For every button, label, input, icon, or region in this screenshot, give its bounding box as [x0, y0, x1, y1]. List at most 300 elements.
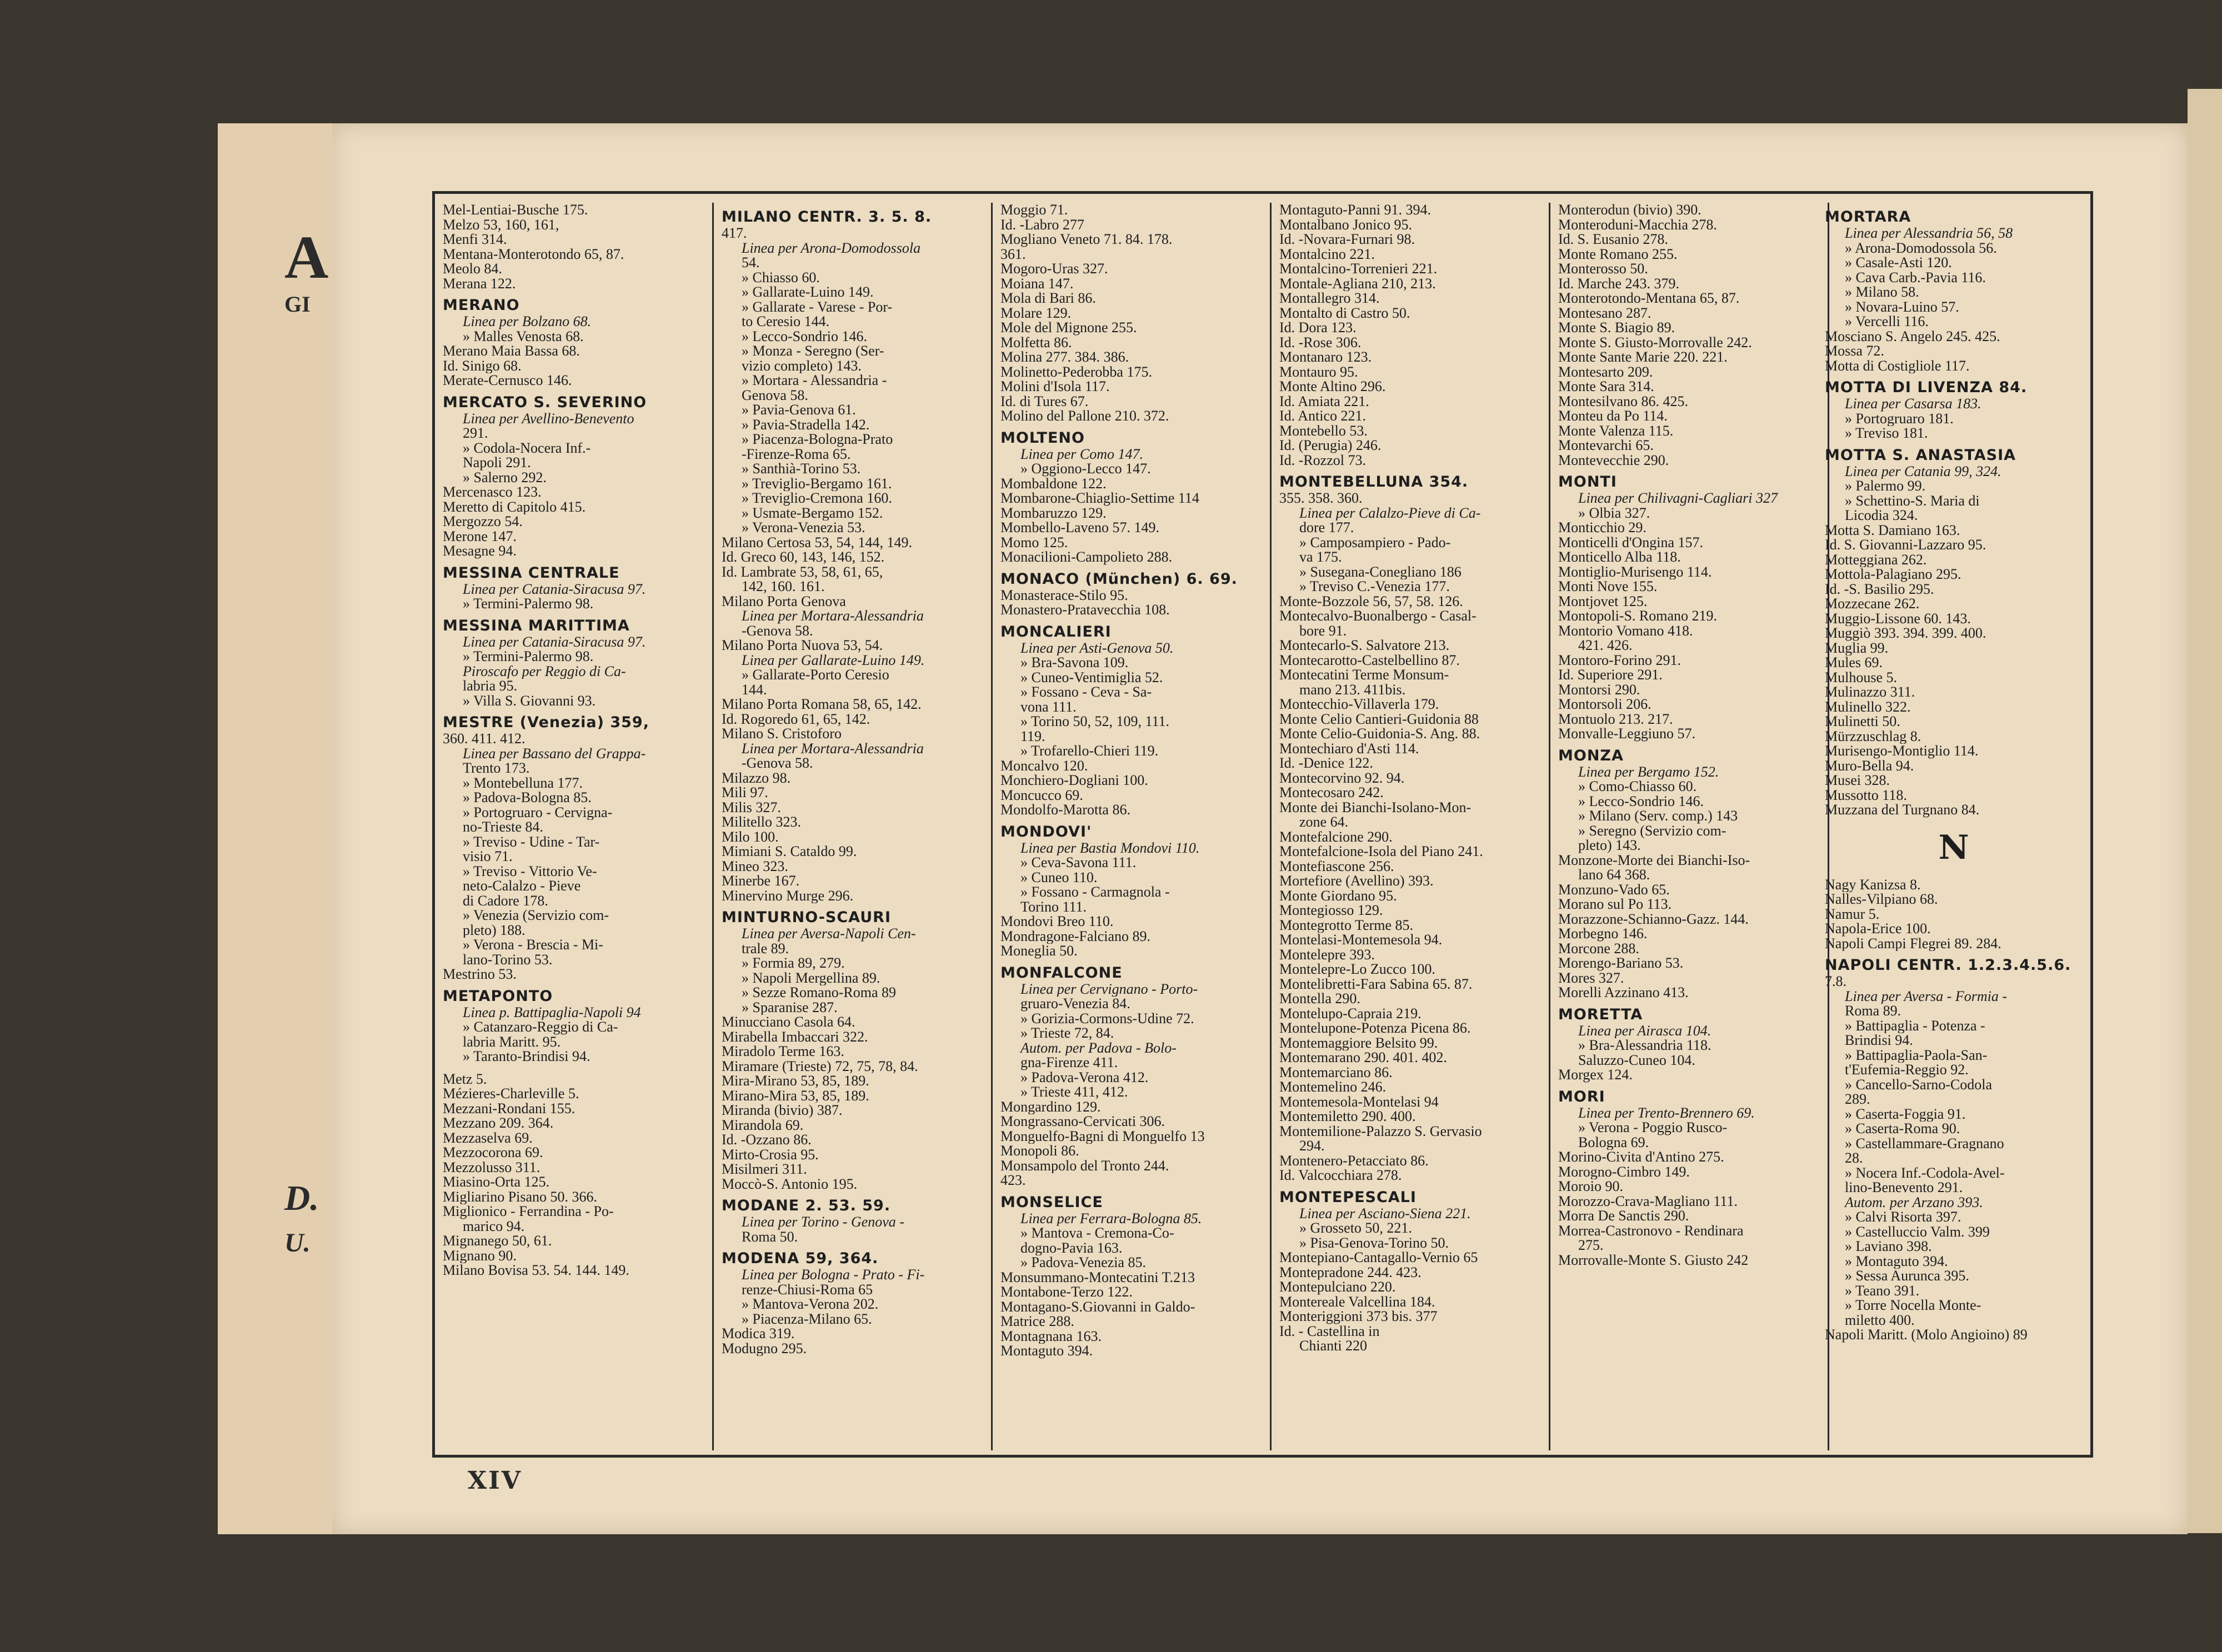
sub-entry: » Laviano 398. [1845, 1239, 1932, 1254]
index-entry: Morozzo-Crava-Magliano 111. [1558, 1194, 1738, 1209]
sub-entry: » Castelluccio Valm. 399 [1845, 1224, 1990, 1239]
index-entry: Monteroduni-Macchia 278. [1558, 217, 1717, 232]
index-entry: Montefiascone 256. [1279, 859, 1394, 874]
index-entry: Montereale Valcellina 184. [1279, 1294, 1435, 1309]
index-entry: Montesilvano 86. 425. [1558, 394, 1688, 409]
sub-entry: » Gallarate-Luino 149. [742, 285, 874, 300]
sub-entry: » Codola-Nocera Inf.- [463, 440, 591, 455]
sub-entry: Roma 89. [1845, 1004, 1901, 1019]
sub-entry: » Treviso C.-Venezia 177. [1299, 579, 1450, 594]
line-entry: Linea per Catania 99, 324. [1845, 464, 2001, 479]
sub-entry: » Piacenza-Milano 65. [742, 1311, 872, 1326]
index-entry: Montegrotto Terme 85. [1279, 918, 1414, 933]
sub-entry: » Olbia 327. [1578, 505, 1650, 520]
line-entry: Linea per Ferrara-Bologna 85. [1020, 1211, 1202, 1226]
index-entry: Mondragone-Falciano 89. [1000, 929, 1151, 944]
index-entry: Monteriggioni 373 bis. 377 [1279, 1309, 1438, 1324]
sub-entry: » Taranto-Brindisi 94. [463, 1049, 590, 1064]
index-entry: Militello 323. [722, 815, 801, 830]
index-entry: Napola-Erice 100. [1825, 922, 1931, 937]
station-heading: MINTURNO-SCAURI [722, 909, 891, 926]
index-entry: Moncalvo 120. [1000, 758, 1088, 773]
index-entry: Mongardino 129. [1000, 1099, 1101, 1114]
index-entry: Monte Celio Cantieri-Guidonia 88 [1279, 712, 1479, 727]
sub-entry: » Battipaglia-Paola-San- [1845, 1048, 1988, 1063]
sub-entry: » Gallarate - Varese - Por- [742, 299, 893, 314]
station-heading: MESSINA MARITTIMA [443, 617, 630, 634]
index-entry: Montorsoli 206. [1558, 697, 1652, 712]
index-entry: Napoli Campi Flegrei 89. 284. [1825, 936, 2001, 951]
station-heading: MONFALCONE [1000, 964, 1123, 982]
index-entry: Monzone-Morte dei Bianchi-Iso- [1558, 853, 1750, 868]
index-entry: Id. Dora 123. [1279, 321, 1357, 336]
sub-entry: » Malles Venosta 68. [463, 329, 584, 344]
index-entry: Id. -Denice 122. [1279, 756, 1373, 771]
index-entry: Milano Bovisa 53. 54. 144. 149. [443, 1263, 629, 1278]
sub-entry: » Torre Nocella Monte- [1845, 1298, 1981, 1313]
sub-entry: Saluzzo-Cuneo 104. [1578, 1053, 1695, 1068]
line-entry: Linea per Asti-Genova 50. [1020, 640, 1174, 655]
station-index-table [432, 191, 2093, 1458]
index-entry: Mola di Bari 86. [1000, 291, 1096, 306]
index-entry: 360. 411. 412. [443, 732, 526, 747]
index-entry: Murisengo-Montiglio 114. [1825, 744, 1979, 759]
index-entry: Id. S. Eusanio 278. [1558, 232, 1668, 247]
index-entry: Mel-Lentiai-Busche 175. [443, 203, 588, 218]
sub-entry: no-Trieste 84. [463, 820, 543, 835]
station-heading: MORETTA [1558, 1005, 1643, 1023]
spine-fragment: GI [284, 292, 311, 317]
sub-entry: » Villa S. Giovanni 93. [463, 693, 596, 708]
sub-entry: » Padova-Verona 412. [1020, 1070, 1149, 1085]
sub-entry: » Fossano - Ceva - Sa- [1020, 685, 1152, 700]
index-entry: Monsummano-Montecatini T.213 [1000, 1270, 1195, 1285]
line-entry: Piroscafo per Reggio di Ca- [463, 664, 626, 679]
index-entry: Monte Giordano 95. [1279, 888, 1397, 903]
index-column [1272, 203, 1550, 1450]
index-entry: Monchiero-Dogliani 100. [1000, 773, 1148, 788]
line-entry: Linea per Casarsa 183. [1845, 397, 1981, 412]
station-heading: MERCATO S. SEVERINO [443, 393, 647, 411]
index-entry: Monterosso 50. [1558, 262, 1648, 277]
index-entry: Id. -S. Basilio 295. [1825, 582, 1934, 597]
line-entry: Linea per Aversa-Napoli Cen- [742, 927, 916, 942]
sub-entry: Chianti 220 [1299, 1339, 1368, 1354]
index-entry: Montemarciano 86. [1279, 1065, 1393, 1080]
index-entry: Montecarlo-S. Salvatore 213. [1279, 638, 1450, 653]
line-entry: Linea per Como 147. [1020, 447, 1143, 462]
sub-entry: to Ceresio 144. [742, 314, 830, 329]
spine-fragment: U. [284, 1228, 311, 1258]
sub-entry: » Milano 58. [1845, 285, 1919, 300]
sub-entry: 142, 160. 161. [742, 579, 825, 594]
spine-fragment: A [284, 223, 329, 291]
index-entry: Monasterace-Stilo 95. [1000, 588, 1128, 603]
index-entry: Monte Romano 255. [1558, 247, 1678, 262]
index-entry: Mosciano S. Angelo 245. 425. [1825, 329, 2000, 344]
index-entry: Mombaruzzo 129. [1000, 505, 1107, 520]
index-entry: Monte Sara 314. [1558, 379, 1654, 394]
sub-entry: » Seregno (Servizio com- [1578, 823, 1726, 838]
index-entry: Mestrino 53. [443, 967, 517, 982]
sub-entry: » Lecco-Sondrio 146. [742, 329, 868, 344]
station-heading: MORI [1558, 1088, 1605, 1105]
sub-entry: mano 213. 411bis. [1299, 682, 1406, 697]
sub-entry: » Trieste 411, 412. [1020, 1085, 1128, 1100]
sub-entry: » Castellammare-Gragnano [1845, 1136, 2004, 1151]
index-column [714, 203, 993, 1450]
sub-entry: neto-Calalzo - Pieve [463, 879, 581, 894]
sub-entry: » Treviso - Udine - Tar- [463, 834, 600, 849]
index-entry: Moncucco 69. [1000, 788, 1083, 803]
sub-entry: -Genova 58. [742, 623, 813, 638]
index-entry: Mondovi Breo 110. [1000, 914, 1114, 929]
sub-entry: » Mantova - Cremona-Co- [1020, 1226, 1174, 1241]
sub-entry: » Sessa Aurunca 395. [1845, 1269, 1969, 1284]
sub-entry: » Cuneo-Ventimiglia 52. [1020, 670, 1163, 685]
index-entry: Montenero-Petacciato 86. [1279, 1153, 1429, 1168]
index-entry: Mirandola 69. [722, 1118, 804, 1133]
index-entry: Muro-Bella 94. [1825, 758, 1914, 773]
index-entry: Molfetta 86. [1000, 335, 1072, 350]
sub-entry: 289. [1845, 1092, 1870, 1107]
sub-entry: » Cuneo 110. [1020, 870, 1098, 885]
index-entry: Mimiani S. Cataldo 99. [722, 844, 857, 859]
sub-entry: » Arona-Domodossola 56. [1845, 241, 1997, 256]
index-entry: Minervino Murge 296. [722, 888, 854, 903]
index-entry: Mulhouse 5. [1825, 670, 1897, 685]
sub-entry: » Milano (Serv. comp.) 143 [1578, 809, 1738, 824]
line-entry: Linea per Cervignano - Porto- [1020, 982, 1198, 997]
index-entry: Montecchio-Villaverla 179. [1279, 697, 1439, 712]
index-entry: Morino-Civita d'Antino 275. [1558, 1150, 1724, 1165]
sub-entry: zone 64. [1299, 815, 1349, 830]
station-heading: MESSINA CENTRALE [443, 564, 620, 582]
index-entry: Meretto di Capitolo 415. [443, 499, 586, 514]
index-entry: Mezzocorona 69. [443, 1145, 543, 1160]
index-entry: Molino del Pallone 210. 372. [1000, 409, 1169, 424]
sub-entry: visio 71. [463, 849, 513, 864]
index-entry: Nalles-Vilpiano 68. [1825, 892, 1938, 907]
index-entry: Montjovet 125. [1558, 594, 1648, 609]
line-entry: Linea per Torino - Genova - [742, 1215, 904, 1230]
index-entry: Miradolo Terme 163. [722, 1044, 844, 1059]
index-entry: Id. Lambrate 53, 58, 61, 65, [722, 564, 883, 579]
sub-entry: » Caserta-Roma 90. [1845, 1122, 1960, 1137]
index-entry: Mezzaselva 69. [443, 1130, 533, 1145]
sub-entry: » Treviso - Vittorio Ve- [463, 864, 597, 879]
index-entry: Montagano-S.Giovanni in Galdo- [1000, 1299, 1195, 1314]
index-entry: Montecatini Terme Monsum- [1279, 668, 1449, 683]
index-entry: Monte Celio-Guidonia-S. Ang. 88. [1279, 727, 1480, 742]
station-heading: NAPOLI CENTR. 1.2.3.4.5.6. [1825, 957, 2071, 974]
sub-entry: » Monza - Seregno (Ser- [742, 344, 884, 359]
index-entry: Montanaro 123. [1279, 350, 1372, 365]
index-entry: Motteggiana 262. [1825, 552, 1927, 567]
index-entry: Namur 5. [1825, 907, 1880, 922]
index-entry: Mezzani-Rondani 155. [443, 1101, 575, 1116]
sub-entry: » Trieste 72, 84. [1020, 1026, 1114, 1041]
index-entry: Molare 129. [1000, 306, 1072, 321]
sub-entry: 421. 426. [1578, 638, 1633, 653]
sub-entry: » Lecco-Sondrio 146. [1578, 794, 1704, 809]
station-heading: MERANO [443, 297, 520, 314]
index-entry: Mortefiore (Avellino) 393. [1279, 874, 1434, 889]
sub-entry: 28. [1845, 1151, 1863, 1166]
index-entry: Nagy Kanizsa 8. [1825, 877, 1921, 892]
index-entry: Merone 147. [443, 529, 517, 544]
sub-entry: Torino 111. [1020, 899, 1087, 914]
index-entry: Monte Valenza 115. [1558, 423, 1674, 438]
index-entry: Montallegro 314. [1279, 291, 1380, 306]
station-heading: MONTI [1558, 473, 1617, 490]
index-entry: Montelibretti-Fara Sabina 65. 87. [1279, 977, 1473, 992]
index-entry: Napoli Maritt. (Molo Angioino) 89 [1825, 1328, 2028, 1343]
index-entry: Milano Porta Romana 58, 65, 142. [722, 697, 922, 712]
index-entry: Montabone-Terzo 122. [1000, 1285, 1133, 1300]
line-entry: Autom. per Arzano 393. [1845, 1195, 1983, 1210]
index-entry: Milo 100. [722, 829, 779, 844]
line-entry: Linea per Airasca 104. [1578, 1023, 1711, 1038]
index-entry: Monsampolo del Tronto 244. [1000, 1158, 1169, 1173]
sub-entry: » Camposampiero - Pado- [1299, 535, 1451, 550]
index-entry: Montevarchi 65. [1558, 438, 1654, 453]
index-column [1550, 203, 1829, 1450]
sub-entry: » Montebelluna 177. [463, 775, 583, 790]
index-entry: Molinetto-Pederobba 175. [1000, 364, 1152, 379]
index-entry: Mili 97. [722, 785, 768, 800]
sub-entry: » Caserta-Foggia 91. [1845, 1107, 1966, 1122]
sub-entry: » Casale-Asti 120. [1845, 256, 1952, 271]
index-entry: Montelepre-Lo Zucco 100. [1279, 962, 1435, 977]
index-entry: Mores 327. [1558, 970, 1624, 985]
index-entry: Matrice 288. [1000, 1314, 1074, 1329]
sub-entry: » Portogruaro - Cervigna- [463, 805, 613, 820]
sub-entry: » Termini-Palermo 98. [463, 597, 594, 612]
index-entry: Id. -Labro 277 [1000, 217, 1084, 232]
line-entry: Linea per Avellino-Benevento [463, 411, 634, 426]
index-entry: Montemiletto 290. 400. [1279, 1109, 1416, 1124]
index-entry: Milazzo 98. [722, 770, 791, 785]
index-entry: Monacilioni-Campolieto 288. [1000, 550, 1173, 565]
index-entry: Mulinazzo 311. [1825, 685, 1915, 700]
line-entry: Linea per Catania-Siracusa 97. [463, 582, 646, 597]
sub-entry: 294. [1299, 1139, 1325, 1154]
index-entry: Id. -Rozzol 73. [1279, 453, 1366, 468]
sub-entry: marico 94. [463, 1219, 525, 1234]
index-entry: Monte S. Biagio 89. [1558, 321, 1675, 336]
index-entry: Id. - Castellina in [1279, 1324, 1380, 1339]
index-entry: Id. Superiore 291. [1558, 668, 1663, 683]
index-entry: Monterodun (bivio) 390. [1558, 203, 1701, 218]
index-entry: Montecosaro 242. [1279, 785, 1384, 800]
index-entry: Monte Altino 296. [1279, 379, 1386, 394]
index-entry: Montemelino 246. [1279, 1080, 1387, 1095]
index-entry: Morgex 124. [1558, 1068, 1633, 1083]
station-heading: MODENA 59, 364. [722, 1250, 879, 1267]
index-entry: Monteu da Po 114. [1558, 409, 1668, 424]
index-entry: Id. -Ozzano 86. [722, 1133, 812, 1148]
book-spine-left [218, 123, 338, 1534]
index-entry: Morra De Sanctis 290. [1558, 1209, 1689, 1224]
sub-entry: » Verona - Brescia - Mi- [463, 938, 603, 953]
index-entry: Mineo 323. [722, 859, 788, 874]
spine-fragment: D. [284, 1178, 319, 1218]
index-entry: Milano Certosa 53, 54, 144, 149. [722, 535, 913, 550]
index-entry: Mergozzo 54. [443, 514, 523, 529]
index-entry: 7.8. [1825, 974, 1846, 989]
index-entry: Mirano-Mira 53, 85, 189. [722, 1088, 869, 1103]
index-entry: Mogoro-Uras 327. [1000, 262, 1108, 277]
station-heading: MOTTA S. ANASTASIA [1825, 446, 2016, 464]
index-entry: Monopoli 86. [1000, 1144, 1079, 1159]
sub-entry: » Vercelli 116. [1845, 314, 1929, 329]
index-entry: Montalcino-Torrenieri 221. [1279, 262, 1438, 277]
index-entry: Miasino-Orta 125. [443, 1175, 550, 1190]
index-entry: Mentana-Monterotondo 65, 87. [443, 247, 624, 262]
index-entry: Molina 277. 384. 386. [1000, 350, 1129, 365]
sub-entry: » Gallarate-Porto Ceresio [742, 668, 889, 683]
sub-entry: 119. [1020, 729, 1045, 744]
sub-entry: t'Eufemia-Reggio 92. [1845, 1063, 1969, 1078]
sub-entry: » Formia 89, 279. [742, 956, 845, 971]
line-entry: Linea per Asciano-Siena 221. [1299, 1206, 1471, 1221]
index-entry: Mulinetti 50. [1825, 714, 1900, 729]
index-entry: Montoro-Forino 291. [1558, 653, 1681, 668]
sub-entry: » Battipaglia - Potenza - [1845, 1018, 1985, 1033]
sub-entry: 275. [1578, 1238, 1604, 1253]
line-entry: Linea per Trento-Brennero 69. [1578, 1105, 1755, 1120]
sub-entry: 144. [742, 682, 767, 697]
index-entry: Monte-Bozzole 56, 57, 58. 126. [1279, 594, 1463, 609]
index-entry: Monterotondo-Mentana 65, 87. [1558, 291, 1740, 306]
sub-entry: » Schettino-S. Maria di [1845, 493, 1980, 508]
index-entry: Montemesola-Montelasi 94 [1279, 1094, 1439, 1109]
sub-entry: » Sparanise 287. [742, 1000, 838, 1015]
sub-entry: » Treviso 181. [1845, 426, 1928, 441]
line-entry: Linea per Mortara-Alessandria [742, 609, 924, 624]
sub-entry: » Torino 50, 52, 109, 111. [1020, 714, 1170, 729]
line-entry: Linea per Bolzano 68. [463, 314, 592, 329]
sub-entry: » Mortara - Alessandria - [742, 373, 887, 388]
index-entry: Montefalcione-Isola del Piano 241. [1279, 844, 1483, 859]
index-entry: Montelupo-Capraia 219. [1279, 1006, 1422, 1021]
index-entry: Id. S. Giovanni-Lazzaro 95. [1825, 538, 1986, 553]
index-entry: Montuolo 213. 217. [1558, 712, 1673, 727]
index-entry: Id. Greco 60, 143, 146, 152. [722, 550, 885, 565]
index-entry: Milis 327. [722, 800, 781, 815]
index-entry: 423. [1000, 1173, 1026, 1188]
index-entry: Muglia 99. [1825, 640, 1889, 655]
index-entry: Montopoli-S. Romano 219. [1558, 609, 1718, 624]
index-entry: Melzo 53, 160, 161, [443, 217, 559, 232]
sub-entry: Napoli 291. [463, 455, 531, 470]
sub-entry: Genova 58. [742, 388, 808, 403]
index-entry: Milano S. Cristoforo [722, 727, 842, 742]
index-entry: Miramare (Trieste) 72, 75, 78, 84. [722, 1059, 918, 1074]
sub-entry: » Verona - Poggio Rusco- [1578, 1120, 1728, 1135]
sub-entry: » Sezze Romano-Roma 89 [742, 985, 896, 1000]
index-entry: Mozzecane 262. [1825, 597, 1920, 612]
index-entry: Mossa 72. [1825, 344, 1884, 359]
index-entry: Mira-Mirano 53, 85, 189. [722, 1074, 869, 1089]
sub-entry: lino-Benevento 291. [1845, 1180, 1963, 1195]
index-entry: Mignano 90. [443, 1248, 517, 1263]
index-entry: Milano Porta Genova [722, 594, 846, 609]
sub-entry: » Como-Chiasso 60. [1578, 779, 1697, 794]
index-entry: Mezzano 209. 364. [443, 1116, 554, 1131]
index-entry: Mombarone-Chiaglio-Settime 114 [1000, 491, 1199, 506]
spacer [443, 1064, 704, 1072]
station-heading: MONCALIERI [1000, 623, 1112, 640]
index-entry: Menfi 314. [443, 232, 507, 247]
index-column [1817, 203, 2090, 1450]
sub-entry: » Mantova-Verona 202. [742, 1297, 879, 1312]
index-entry: Mottola-Palagiano 295. [1825, 567, 1961, 582]
sub-entry: -Genova 58. [742, 756, 813, 771]
line-entry: Linea per Chilivagni-Cagliari 327 [1578, 491, 1778, 506]
index-entry: Montepiano-Cantagallo-Vernio 65 [1279, 1250, 1478, 1265]
index-entry: Muzzana del Turgnano 84. [1825, 803, 1980, 818]
index-entry: Mombaldone 122. [1000, 476, 1107, 491]
index-entry: Montegiosso 129. [1279, 903, 1383, 918]
index-entry: Mézieres-Charleville 5. [443, 1087, 579, 1102]
sub-entry: » Novara-Luino 57. [1845, 299, 1959, 314]
sub-entry: renze-Chiusi-Roma 65 [742, 1282, 873, 1297]
index-entry: Monte dei Bianchi-Isolano-Mon- [1279, 800, 1472, 815]
index-entry: Merana 122. [443, 276, 516, 291]
index-entry: Montaguto-Panni 91. 394. [1279, 203, 1431, 218]
index-entry: Motta di Costigliole 117. [1825, 358, 1970, 373]
sub-entry: Roma 50. [742, 1229, 798, 1244]
sub-entry: » Usmate-Bergamo 152. [742, 505, 883, 520]
index-entry: Morrovalle-Monte S. Giusto 242 [1558, 1253, 1749, 1268]
index-entry: Id. Rogoredo 61, 65, 142. [722, 712, 870, 727]
sub-entry: Licodia 324. [1845, 508, 1918, 523]
index-entry: Id. Sinigo 68. [443, 358, 522, 373]
line-entry: Linea per Calalzo-Pieve di Ca- [1299, 505, 1481, 520]
index-entry: Modugno 295. [722, 1341, 807, 1356]
index-entry: Montelepre 393. [1279, 947, 1375, 962]
index-entry: Mole del Mignone 255. [1000, 321, 1137, 336]
page-number: XIV [468, 1466, 522, 1495]
sub-entry: 54. [742, 256, 760, 271]
index-entry: Montemaggiore Belsito 99. [1279, 1035, 1438, 1050]
station-heading: METAPONTO [443, 987, 553, 1005]
sub-entry: di Cadore 178. [463, 893, 548, 908]
index-entry: Morelli Azzinano 413. [1558, 985, 1689, 1000]
index-entry: Montalcino 221. [1279, 247, 1375, 262]
sub-entry: » Bra-Savona 109. [1020, 655, 1129, 670]
index-entry: Montauro 95. [1279, 364, 1358, 379]
sub-entry: » Cava Carb.-Pavia 116. [1845, 270, 1986, 285]
index-entry: Montepulciano 220. [1279, 1280, 1396, 1295]
sub-entry: » Pavia-Stradella 142. [742, 417, 870, 432]
index-entry: Monticchio 29. [1558, 520, 1647, 535]
index-entry: Mesagne 94. [443, 544, 517, 559]
index-entry: Mezzolusso 311. [443, 1160, 541, 1175]
sub-entry: » Venezia (Servizio com- [463, 908, 609, 923]
sub-entry: » Termini-Palermo 98. [463, 649, 594, 664]
index-entry: Morano sul Po 113. [1558, 897, 1672, 912]
sub-entry: » Verona-Venezia 53. [742, 520, 865, 535]
sub-entry: 291. [463, 426, 488, 441]
sub-entry: » Calvi Risorta 397. [1845, 1210, 1961, 1225]
sub-entry: » Catanzaro-Reggio di Ca- [463, 1020, 618, 1035]
sub-entry: gruaro-Venezia 84. [1020, 997, 1130, 1012]
index-entry: Montecarotto-Castelbellino 87. [1279, 653, 1460, 668]
line-entry: Linea per Alessandria 56, 58 [1845, 226, 2013, 241]
